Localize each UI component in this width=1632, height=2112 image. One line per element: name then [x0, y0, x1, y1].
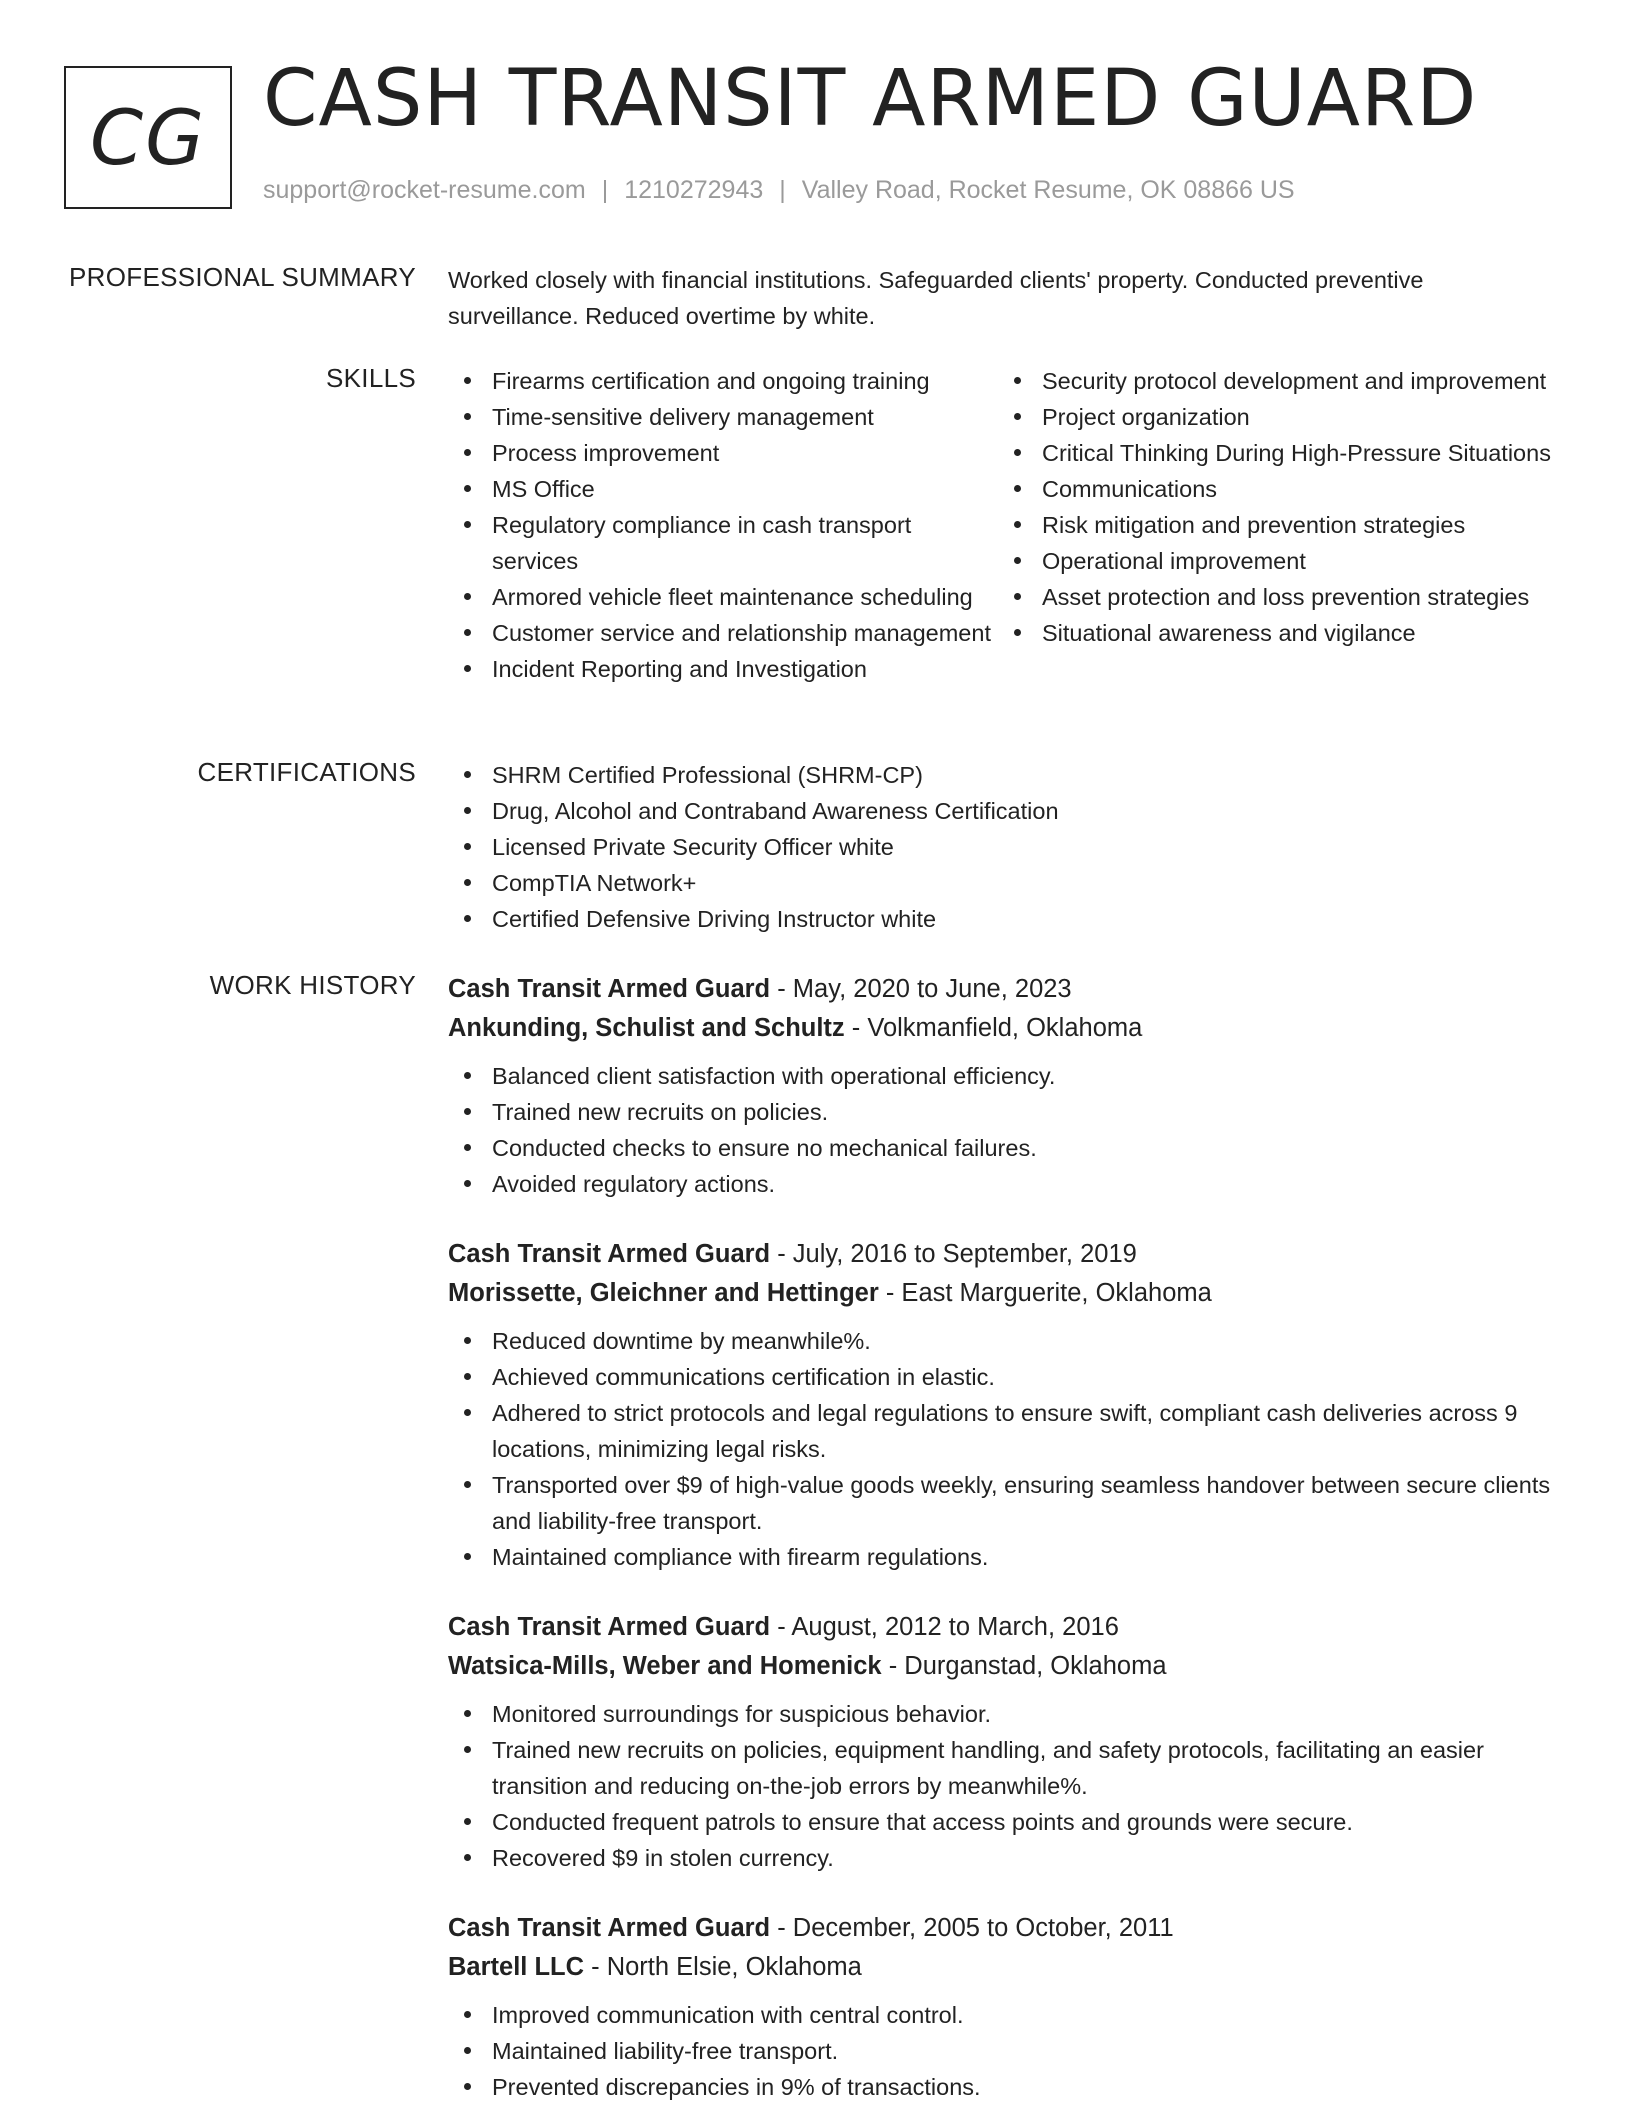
job-title-line	[448, 1909, 1568, 1948]
list-item: Transported over $9 of high-value goods weekly, ensuring seamless handover between secure clients and liability-free transport.	[448, 1467, 1568, 1539]
job-title-line	[448, 1608, 1568, 1647]
list-item: Certified Defensive Driving Instructor white	[448, 901, 1568, 937]
list-item: Armored vehicle fleet maintenance scheduling	[448, 579, 998, 615]
job-company: Ankunding, Schulist and Schultz	[448, 1014, 845, 1042]
skills-body	[448, 363, 1568, 687]
job-bullets	[448, 1696, 1568, 1876]
list-item: Improved communication with central control.	[448, 1997, 1568, 2033]
candidate-name: CASH TRANSIT ARMED GUARD	[263, 54, 1478, 144]
work-history-body	[448, 970, 1568, 2112]
list-item: Critical Thinking During High-Pressure Situations	[998, 435, 1568, 471]
job-dates: - July, 2016 to September, 2019	[777, 1240, 1137, 1268]
section-title-skills: SKILLS	[326, 363, 416, 393]
list-item: Maintained compliance with firearm regulations.	[448, 1539, 1568, 1575]
job-role: Cash Transit Armed Guard	[448, 1613, 771, 1641]
list-item: SHRM Certified Professional (SHRM-CP)	[448, 757, 1568, 793]
list-item: Drug, Alcohol and Contraband Awareness Certification	[448, 793, 1568, 829]
job-role: Cash Transit Armed Guard	[448, 1914, 771, 1942]
job-company-line	[448, 1647, 1568, 1686]
contact-separator: |	[779, 176, 786, 204]
job-dates: - August, 2012 to March, 2016	[777, 1613, 1119, 1641]
job-dates: - May, 2020 to June, 2023	[777, 975, 1072, 1003]
list-item: Reduced downtime by meanwhile%.	[448, 1323, 1568, 1359]
list-item: Process improvement	[448, 435, 998, 471]
job-bullets	[448, 1058, 1568, 1202]
skills-list-left	[448, 363, 998, 687]
section-title-certifications: CERTIFICATIONS	[197, 757, 416, 787]
certifications-body	[448, 757, 1568, 937]
list-item: Maintained liability-free transport.	[448, 2033, 1568, 2069]
list-item: Trained new recruits on policies, equipment handling, and safety protocols, facilitating an easier transition and reducing on-the-job errors by meanwhile%.	[448, 1732, 1568, 1804]
job-title-line	[448, 970, 1568, 1009]
monogram-box	[64, 66, 232, 209]
summary-text: Worked closely with financial institutions. Safeguarded clients' property. Conducted preventive surveillance. Reduced overtime by white.	[448, 267, 1424, 329]
contact-phone[interactable]: 1210272943	[624, 176, 764, 204]
contact-email[interactable]: support@rocket-resume.com	[263, 176, 586, 204]
list-item: Regulatory compliance in cash transport services	[448, 507, 998, 579]
list-item: Conducted frequent patrols to ensure that access points and grounds were secure.	[448, 1804, 1568, 1840]
list-item: Firearms certification and ongoing training	[448, 363, 998, 399]
job-entry	[448, 1909, 1568, 2105]
list-item: Recovered $9 in stolen currency.	[448, 1840, 1568, 1876]
list-item: CompTIA Network+	[448, 865, 1568, 901]
list-item: MS Office	[448, 471, 998, 507]
job-company-line	[448, 1009, 1568, 1048]
job-location: - North Elsie, Oklahoma	[591, 1953, 862, 1981]
list-item: Balanced client satisfaction with operational efficiency.	[448, 1058, 1568, 1094]
list-item: Prevented discrepancies in 9% of transactions.	[448, 2069, 1568, 2105]
job-company-line	[448, 1274, 1568, 1313]
list-item: Trained new recruits on policies.	[448, 1094, 1568, 1130]
list-item: Security protocol development and improvement	[998, 363, 1568, 399]
list-item: Monitored surroundings for suspicious behavior.	[448, 1696, 1568, 1732]
job-location: - Volkmanfield, Oklahoma	[851, 1014, 1143, 1042]
list-item: Conducted checks to ensure no mechanical failures.	[448, 1130, 1568, 1166]
job-role: Cash Transit Armed Guard	[448, 1240, 771, 1268]
list-item: Risk mitigation and prevention strategies	[998, 507, 1568, 543]
contact-separator: |	[601, 176, 609, 204]
job-company-line	[448, 1948, 1568, 1987]
job-bullets	[448, 1323, 1568, 1575]
list-item: Customer service and relationship management	[448, 615, 998, 651]
section-title-work-history: WORK HISTORY	[209, 970, 416, 1000]
list-item: Project organization	[998, 399, 1568, 435]
job-entry	[448, 1235, 1568, 1575]
list-item: Asset protection and loss prevention strategies	[998, 579, 1568, 615]
section-title-summary: PROFESSIONAL SUMMARY	[69, 262, 416, 292]
job-entry	[448, 970, 1568, 1202]
job-entry	[448, 1608, 1568, 1876]
monogram-initials: CG	[90, 93, 206, 182]
job-role: Cash Transit Armed Guard	[448, 975, 771, 1003]
skills-list-right	[998, 363, 1568, 687]
list-item: Situational awareness and vigilance	[998, 615, 1568, 651]
list-item: Adhered to strict protocols and legal regulations to ensure swift, compliant cash deliveries across 9 locations, minimizing legal risks.	[448, 1395, 1568, 1467]
list-item: Time-sensitive delivery management	[448, 399, 998, 435]
list-item: Avoided regulatory actions.	[448, 1166, 1568, 1202]
job-bullets	[448, 1997, 1568, 2105]
job-dates: - December, 2005 to October, 2011	[777, 1914, 1174, 1942]
contact-line	[263, 176, 1295, 205]
list-item: Incident Reporting and Investigation	[448, 651, 998, 687]
job-company: Morissette, Gleichner and Hettinger	[448, 1279, 879, 1307]
list-item: Achieved communications certification in elastic.	[448, 1359, 1568, 1395]
list-item: Operational improvement	[998, 543, 1568, 579]
job-location: - Durganstad, Oklahoma	[888, 1652, 1167, 1680]
contact-address: Valley Road, Rocket Resume, OK 08866 US	[801, 176, 1295, 204]
list-item: Communications	[998, 471, 1568, 507]
certifications-list	[448, 757, 1568, 937]
job-company: Bartell LLC	[448, 1953, 585, 1981]
list-item: Licensed Private Security Officer white	[448, 829, 1568, 865]
job-title-line	[448, 1235, 1568, 1274]
job-location: - East Marguerite, Oklahoma	[885, 1279, 1212, 1307]
job-company: Watsica-Mills, Weber and Homenick	[448, 1652, 882, 1680]
